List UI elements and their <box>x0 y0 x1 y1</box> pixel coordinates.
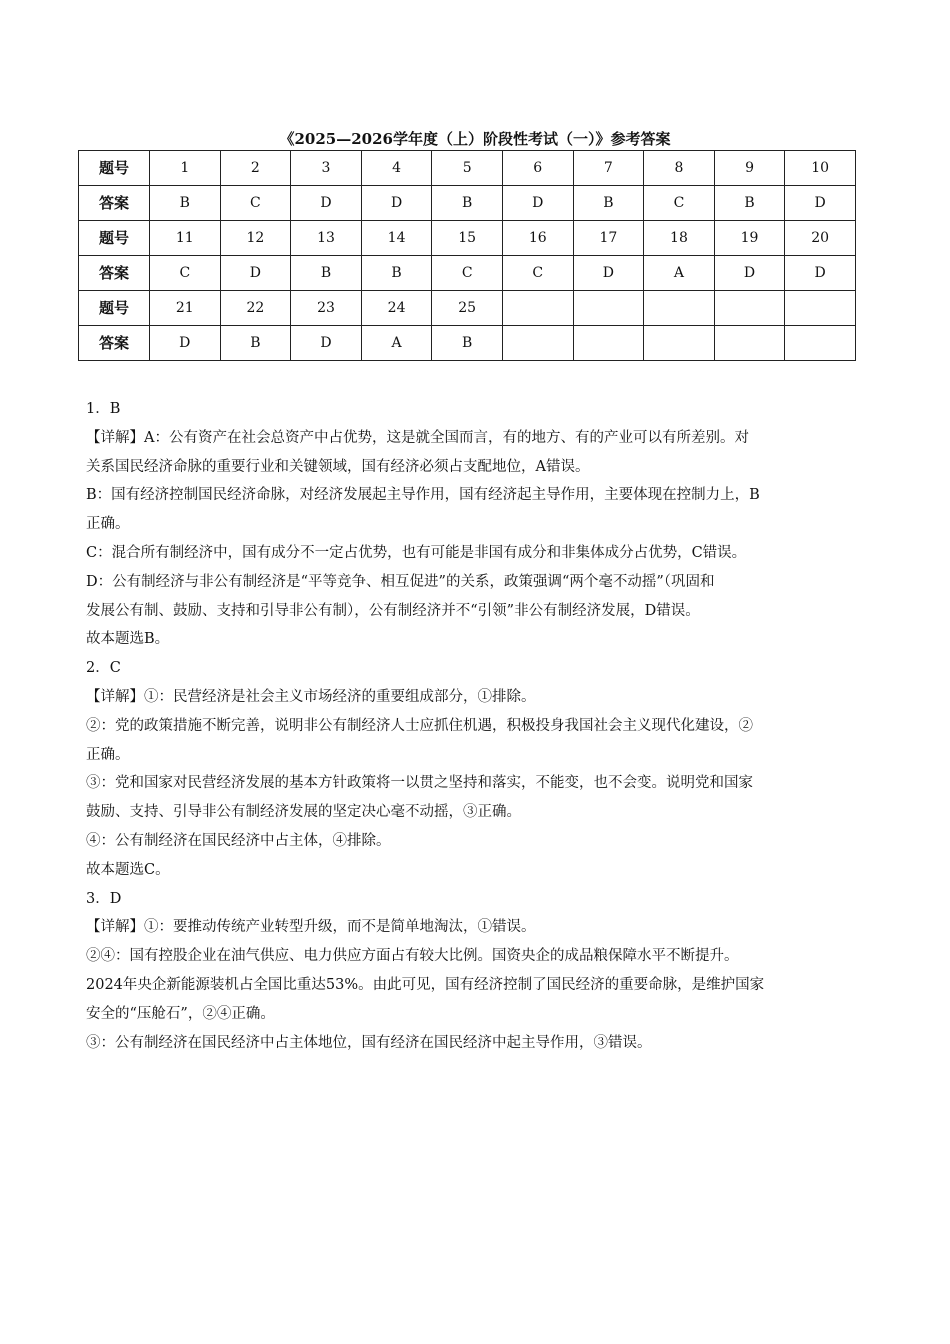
answer-cell: D <box>150 326 221 361</box>
answer-cell: B <box>573 186 644 221</box>
answer-cell: B <box>220 326 291 361</box>
answer-cell: D <box>220 256 291 291</box>
question-number-cell: 20 <box>785 221 856 256</box>
text-line: 故本题选C。 <box>86 861 170 878</box>
answer-cell: B <box>291 256 362 291</box>
answer-cell: D <box>714 256 785 291</box>
question-number-cell <box>573 291 644 326</box>
text-line: 正确。 <box>86 516 130 533</box>
text-line: 2．C <box>86 660 121 677</box>
answer-cell: C <box>644 186 715 221</box>
answer-cell <box>714 326 785 361</box>
question-number-cell: 3 <box>291 151 362 186</box>
text-line: 【详解】①：要推动传统产业转型升级，而不是简单地淘汰，①错误。 <box>86 919 536 936</box>
text-line: 故本题选B。 <box>86 631 170 648</box>
answer-cell: D <box>291 186 362 221</box>
question-number-cell: 12 <box>220 221 291 256</box>
question-number-cell: 24 <box>361 291 432 326</box>
row-header: 题号 <box>79 221 150 256</box>
text-line: D：公有制经济与非公有制经济是“平等竞争、相互促进”的关系，政策强调“两个毫不动摇”（巩固和 <box>86 573 715 590</box>
answer-cell: B <box>432 186 503 221</box>
answer-cell: B <box>361 256 432 291</box>
question-number-cell: 15 <box>432 221 503 256</box>
answer-row <box>79 186 856 221</box>
question-number-cell: 13 <box>291 221 362 256</box>
question-number-cell: 2 <box>220 151 291 186</box>
answer-cell: C <box>220 186 291 221</box>
text-line: ②④：国有控股企业在油气供应、电力供应方面占有较大比例。国资央企的成品粮保障水平不断提升。 <box>86 948 739 965</box>
question-number-cell: 16 <box>502 221 573 256</box>
question-number-cell <box>714 291 785 326</box>
text-line: 2024年央企新能源装机占全国比重达53%。由此可见，国有经济控制了国民经济的重要命脉，是维护国家 <box>86 976 765 993</box>
text-line: 1．B <box>86 401 121 417</box>
answer-table <box>78 150 856 361</box>
question-number-cell <box>785 291 856 326</box>
text-line: ③：公有制经济在国民经济中占主体地位，国有经济在国民经济中起主导作用，③错误。 <box>86 1034 652 1051</box>
answer-cell <box>502 326 573 361</box>
text-line: 【详解】A：公有资产在社会总资产中占优势，这是就全国而言，有的地方、有的产业可以有所差别。对 <box>86 429 749 446</box>
question-number-cell: 25 <box>432 291 503 326</box>
text-line: ②：党的政策措施不断完善，说明非公有制经济人士应抓住机遇，积极投身我国社会主义现代化建设，② <box>86 717 753 734</box>
answer-cell: C <box>432 256 503 291</box>
answer-row <box>79 326 856 361</box>
question-number-row <box>79 291 856 326</box>
question-number-cell: 6 <box>502 151 573 186</box>
question-number-cell: 17 <box>573 221 644 256</box>
question-number-cell: 1 <box>150 151 221 186</box>
question-number-row <box>79 221 856 256</box>
question-number-cell: 19 <box>714 221 785 256</box>
answer-cell: A <box>644 256 715 291</box>
question-number-cell: 18 <box>644 221 715 256</box>
answer-cell: D <box>361 186 432 221</box>
question-number-cell <box>644 291 715 326</box>
answer-row <box>79 256 856 291</box>
answer-cell: C <box>502 256 573 291</box>
answer-cell <box>573 326 644 361</box>
answer-cell: C <box>150 256 221 291</box>
answer-cell <box>785 326 856 361</box>
text-line: 正确。 <box>86 746 130 763</box>
answer-cell: D <box>573 256 644 291</box>
answer-cell: D <box>785 256 856 291</box>
answer-explanations <box>86 395 866 1057</box>
answer-cell <box>644 326 715 361</box>
question-number-cell: 8 <box>644 151 715 186</box>
question-number-cell: 22 <box>220 291 291 326</box>
text-line: 鼓励、支持、引导非公有制经济发展的坚定决心毫不动摇，③正确。 <box>86 804 521 821</box>
answer-cell: D <box>502 186 573 221</box>
row-header: 题号 <box>79 151 150 186</box>
question-number-cell: 4 <box>361 151 432 186</box>
question-number-cell: 14 <box>361 221 432 256</box>
question-number-cell: 21 <box>150 291 221 326</box>
text-line: ③：党和国家对民营经济发展的基本方针政策将一以贯之坚持和落实，不能变，也不会变。说明党和国家 <box>86 775 753 792</box>
answer-cell: D <box>785 186 856 221</box>
row-header: 答案 <box>79 186 150 221</box>
question-number-cell <box>502 291 573 326</box>
question-number-cell: 7 <box>573 151 644 186</box>
answer-cell: A <box>361 326 432 361</box>
question-number-cell: 11 <box>150 221 221 256</box>
question-number-cell: 10 <box>785 151 856 186</box>
question-number-cell: 23 <box>291 291 362 326</box>
text-line: 3．D <box>86 890 122 907</box>
answer-cell: D <box>291 326 362 361</box>
text-line: 安全的“压舱石”，②④正确。 <box>86 1005 275 1022</box>
text-line: C：混合所有制经济中，国有成分不一定占优势，也有可能是非国有成分和非集体成分占优势，C错误。 <box>86 544 747 561</box>
row-header: 题号 <box>79 291 150 326</box>
text-line: 【详解】①：民营经济是社会主义市场经济的重要组成部分，①排除。 <box>86 688 536 705</box>
row-header: 答案 <box>79 256 150 291</box>
question-number-cell: 5 <box>432 151 503 186</box>
answer-cell: B <box>714 186 785 221</box>
text-line: ④：公有制经济在国民经济中占主体，④排除。 <box>86 832 391 849</box>
text-line: 发展公有制、鼓励、支持和引导非公有制），公有制经济并不“引领”非公有制经济发展，D错误。 <box>86 602 700 619</box>
text-line: 关系国民经济命脉的重要行业和关键领域，国有经济必须占支配地位，A错误。 <box>86 458 590 475</box>
row-header: 答案 <box>79 326 150 361</box>
text-line: B：国有经济控制国民经济命脉，对经济发展起主导作用，国有经济起主导作用，主要体现在控制力上，B <box>86 487 760 504</box>
answer-cell: B <box>150 186 221 221</box>
answer-cell: B <box>432 326 503 361</box>
question-number-cell: 9 <box>714 151 785 186</box>
question-number-row <box>79 151 856 186</box>
page-title: 《2025—2026学年度（上）阶段性考试（一）》参考答案 <box>279 130 671 148</box>
